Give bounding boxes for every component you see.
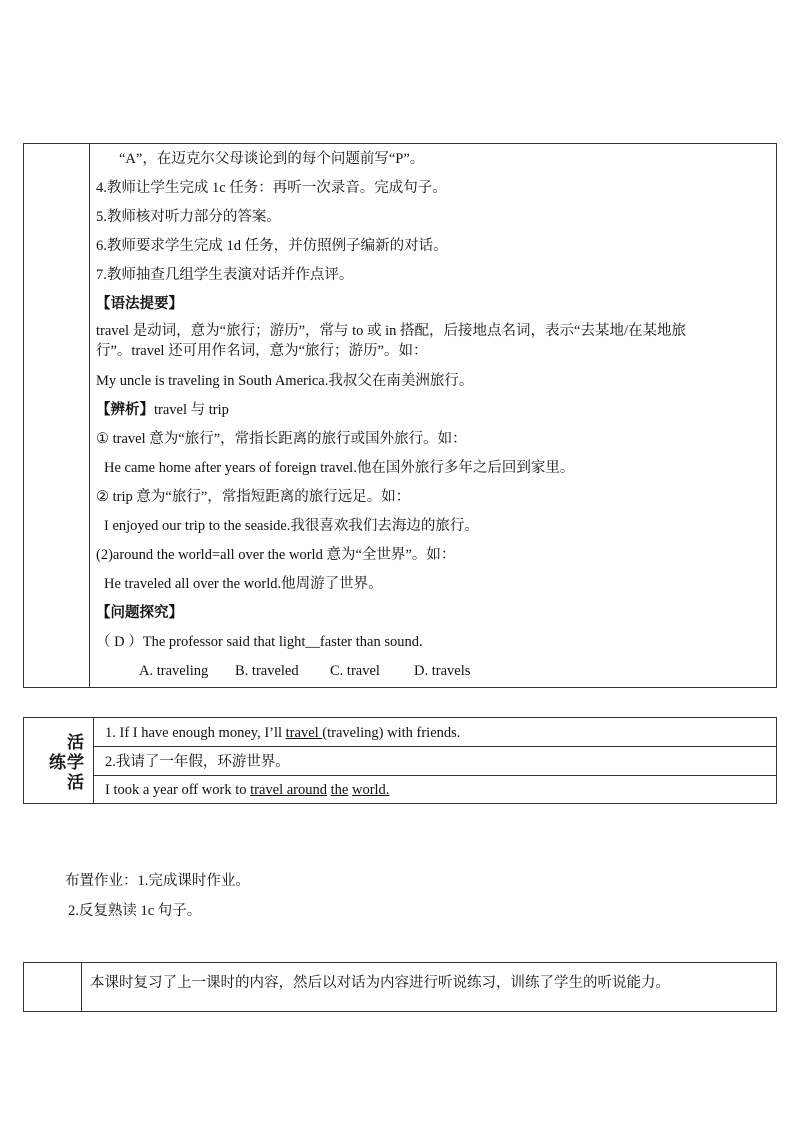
blank-answer: the [330, 782, 349, 798]
example-sentence: He traveled all over the world.他周游了世界。 [104, 576, 383, 592]
text-line: 7.教师抽查几组学生表演对话并作点评。 [96, 267, 354, 283]
practice-row-1-prefix: 1. If I have enough money, I’ll [105, 725, 286, 741]
option-a: A. traveling [139, 663, 209, 679]
analysis-point: (2)around the world=all over the world 意为“全世界”。如： [96, 547, 456, 563]
example-sentence: I enjoyed our trip to the seaside.我很喜欢我们去海边的旅行。 [104, 518, 479, 534]
analysis-line [96, 401, 229, 419]
practice-row-1 [105, 724, 460, 742]
analysis-title: travel 与 trip [154, 402, 229, 418]
reflection-table [23, 962, 777, 1012]
practice-table-left-column [24, 718, 94, 803]
main-table [23, 143, 777, 688]
main-table-left-column [24, 144, 90, 687]
practice-label-char: 活 [67, 733, 84, 753]
analysis-point: ② trip 意为“旅行”，常指短距离的旅行远足。如： [96, 489, 411, 505]
text-line: 6.教师要求学生完成 1d 任务，并仿照例子编新的对话。 [96, 238, 448, 254]
inquiry-heading: 【问题探究】 [96, 605, 183, 621]
text-line: 4.教师让学生完成 1c 任务：再听一次录音。完成句子。 [96, 180, 447, 196]
homework-line-1: 布置作业：1.完成课时作业。 [65, 873, 250, 889]
reflection-text: 本课时复习了上一课时的内容，然后以对话为内容进行听说练习，训练了学生的听说能力。 [90, 975, 670, 991]
homework-line-2: 2.反复熟读 1c 句子。 [68, 903, 202, 919]
practice-row-3 [105, 781, 389, 799]
question: （ D ）The professor said that light__faster than sound. [96, 634, 423, 650]
example-sentence: My uncle is traveling in South America.我叔父在南美洲旅行。 [96, 373, 474, 389]
analysis-heading: 【辨析】 [96, 402, 154, 418]
option-b: B. traveled [235, 663, 299, 679]
grammar-heading: 【语法提要】 [96, 296, 183, 312]
practice-table [23, 717, 777, 804]
example-sentence: He came home after years of foreign travel.他在国外旅行多年之后回到家里。 [104, 460, 575, 476]
practice-row-3-prefix: I took a year off work to [105, 782, 251, 798]
blank-answer: travel around [250, 782, 327, 798]
text-line: “A”，在迈克尔父母谈论到的每个问题前写“P”。 [119, 151, 425, 167]
blank-answer: world. [351, 782, 390, 798]
practice-label-char: 活 [67, 773, 84, 793]
grammar-text: 行”。travel 还可用作名词，意为“旅行；游历”。如： [96, 343, 428, 359]
option-d: D. travels [414, 663, 471, 679]
option-c: C. travel [330, 663, 380, 679]
row-divider [94, 775, 776, 776]
practice-row-2: 2.我请了一年假，环游世界。 [105, 754, 290, 770]
practice-label-char: 练 [49, 753, 66, 773]
text-line: 5.教师核对听力部分的答案。 [96, 209, 281, 225]
blank-answer: travel [285, 725, 323, 741]
reflection-table-left-column [24, 963, 82, 1011]
analysis-point: ① travel 意为“旅行”，常指长距离的旅行或国外旅行。如： [96, 431, 467, 447]
row-divider [94, 746, 776, 747]
grammar-text: travel 是动词，意为“旅行；游历”，常与 to 或 in 搭配，后接地点名词，表示“去某地/在某地旅 [96, 323, 687, 339]
practice-label-char: 学 [67, 753, 84, 773]
practice-row-1-suffix: (traveling) with friends. [322, 725, 461, 741]
